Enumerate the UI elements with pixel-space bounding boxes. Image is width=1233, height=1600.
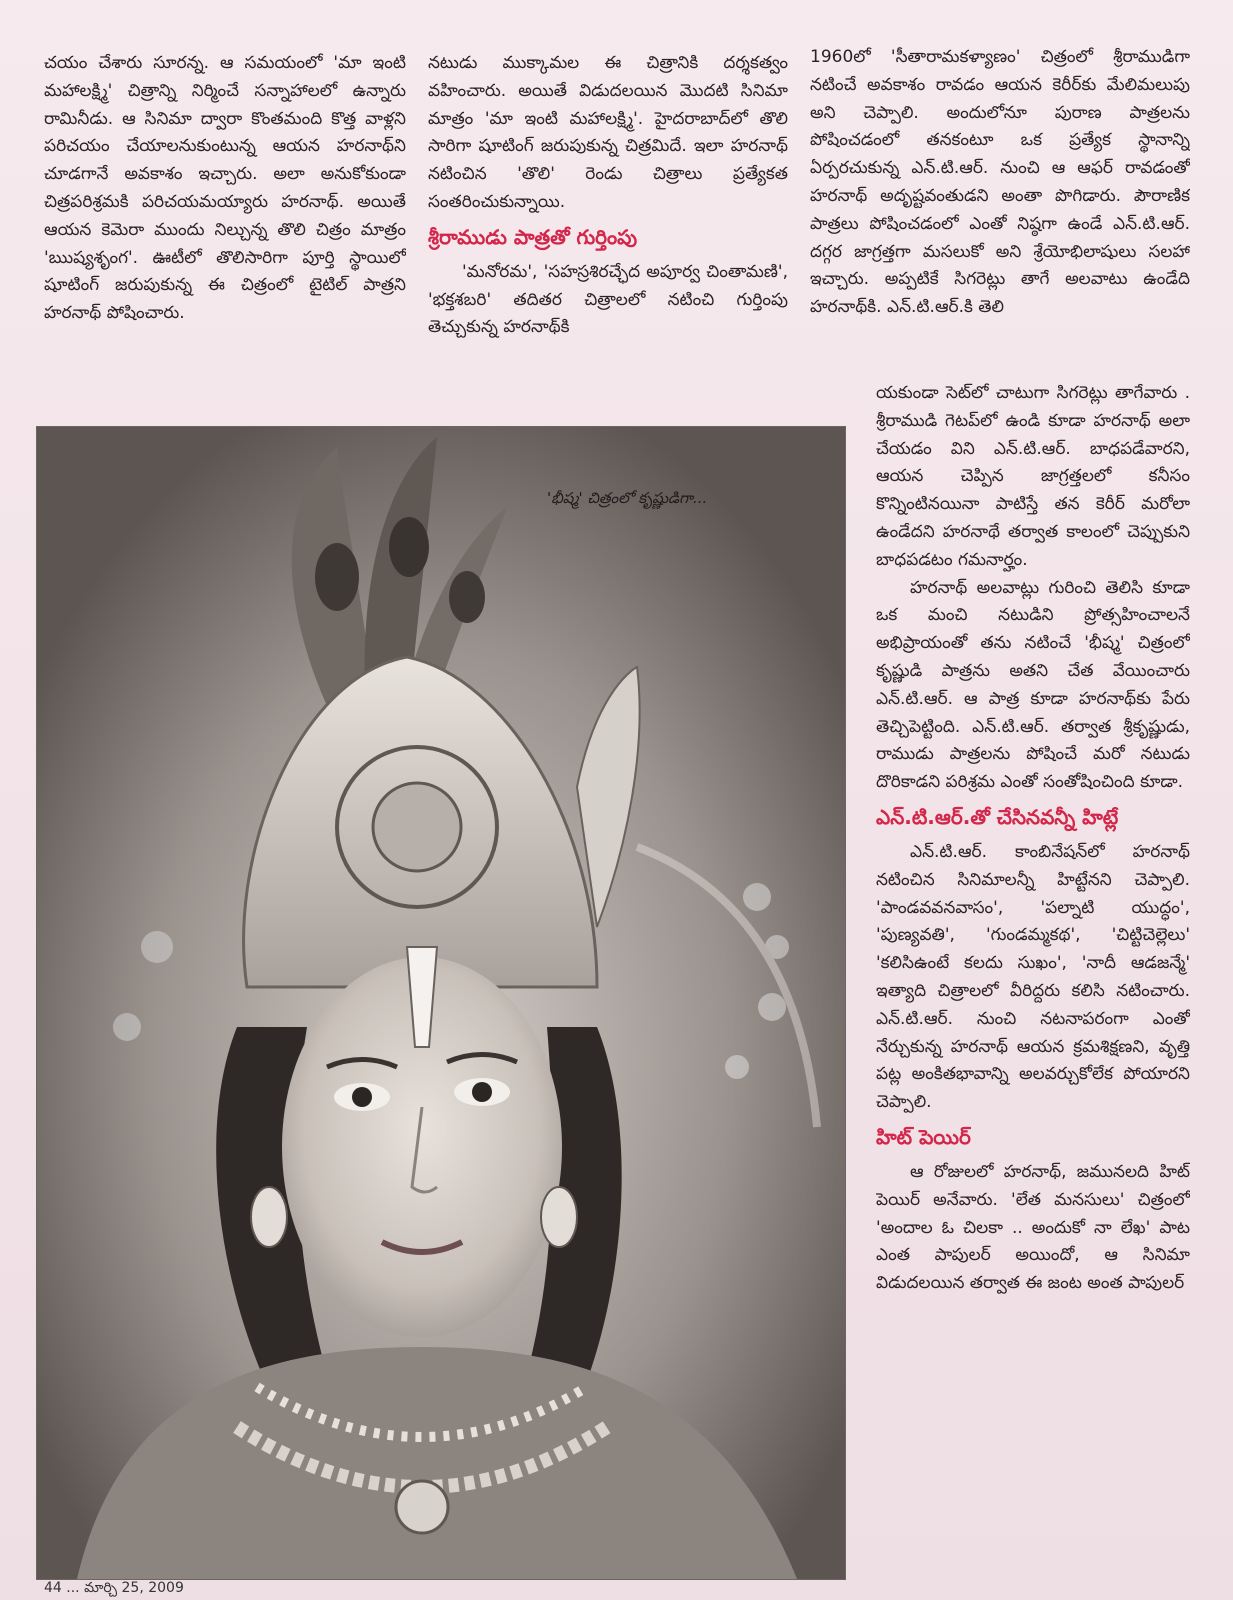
section-heading: హిట్ పెయిర్ [876, 1124, 971, 1149]
article-paragraph: నటుడు ముక్కామల ఈ చిత్రానికి దర్శకత్వం వహించారు. అయితే విడుదలయిన మొదటి సినిమా మాత్రం 'మా ఇంటి మహాలక్ష్మి'. హైదరాబాద్‌లో తొలి సారిగా షూటింగ్ జరుపుకున్న చిత్రమిదే. ఇలా హరనాథ్ నటించిన 'తొలి' రెండు చిత్రాలు ప్రత్యేకత సంతరించుకున్నాయి. [428, 53, 788, 212]
article-paragraph: ఎన్.టి.ఆర్. కాంబినేషన్‌లో హరనాథ్ నటించిన సినిమాలన్నీ హిట్టేనని చెప్పాలి. 'పాండవవనవాసం', 'పల్నాటి యుద్ధం', 'పుణ్యవతి', 'గుండమ్మకథ', 'చిట్టిచెల్లెలు' 'కలిసిఉంటే కలదు సుఖం', 'నాదీ ఆడజన్మే' ఇత్యాది చిత్రాలలో వీరిద్దరు కలిసి నటించారు. ఎన్.టి.ఆర్. నుంచి నటనాపరంగా ఎంతో నేర్చుకున్న హరనాథ్ ఆయన క్రమశిక్షణని, వృత్తి పట్ల అంకితభావాన్ని అలవర్చుకోలేక పోయారని చెప్పాలి. [876, 841, 1190, 1113]
krishna-portrait-photo [36, 426, 846, 1580]
section-heading: శ్రీరాముడు పాత్రతో గుర్తింపు [428, 224, 638, 249]
article-column-3-lower [876, 380, 1190, 1298]
article-paragraph: ఆ రోజులలో హరనాథ్, జమునలది హిట్ పెయిర్ అనేవారు. 'లేత మనసులు' చిత్రంలో 'అందాల ఓ చిలకా .. అందుకో నా లేఖ' పాట ఎంత పాపులర్ అయిందో, ఆ సినిమా విడుదలయిన తర్వాత ఈ జంట అంత పాపులర్ [876, 1161, 1190, 1294]
photo-caption: 'భీష్మ' చిత్రంలో కృష్ణుడిగా... [547, 489, 708, 507]
article-column-1 [44, 50, 406, 328]
article-paragraph: 1960లో 'సీతారామకళ్యాణం' చిత్రంలో శ్రీరాముడిగా నటించే అవకాశం రావడం ఆయన కెరీర్‌కు మేలిమలుపు అని చెప్పాలి. అందులోనూ పురాణ పాత్రలను పోషించడంలో తనకంటూ ఒక ప్రత్యేక స్థానాన్ని ఏర్పరచుకున్న ఎన్.టి.ఆర్. నుంచి ఆ ఆఫర్ రావడంతో హరనాథ్ అదృష్టవంతుడని అంతా పొగిడారు. పౌరాణిక పాత్రలు పోషించడంలో ఎంతో నిష్ఠగా ఉండే ఎన్.టి.ఆర్. దగ్గర జాగ్రత్తగా మసలుకో అని శ్రేయోభిలాషులు సలహా ఇచ్చారు. అప్పటికే సిగరెట్లు తాగే అలవాటు ఉండేది హరనాథ్‌కి. ఎన్.టి.ఆర్.కి తెలి [810, 47, 1190, 318]
article-paragraph: 'మనోరమ', 'సహస్రశిరచ్ఛేద అపూర్వ చింతామణి', 'భక్తశబరి' తదితర చిత్రాలలో నటించి గుర్తింపు తెచ్చుకున్న హరనాథ్‌కి [428, 261, 788, 338]
article-paragraph: యకుండా సెట్‌లో చాటుగా సిగరెట్లు తాగేవారు . శ్రీరాముడి గెటప్‌లో ఉండి కూడా హరనాథ్ అలా చేయడం విని ఎన్.టి.ఆర్. బాధపడేవారని, ఆయన చెప్పిన జాగ్రత్తలలో కనీసం కొన్నింటినయినా పాటిస్తే తన కెరీర్ మరోలా ఉండేదని హరనాథే తర్వాత కాలంలో చెప్పుకుని బాధపడటం గమనార్హం. [876, 383, 1190, 570]
section-heading: ఎన్.టి.ఆర్.తో చేసినవన్నీ హిట్లే [876, 804, 1119, 829]
article-paragraph: హరనాథ్ అలవాట్లు గురించి తెలిసి కూడా ఒక మంచి నటుడిని ప్రోత్సహించాలనే అభిప్రాయంతో తను నటించే 'భీష్మ' చిత్రంలో కృష్ణుడి పాత్రను అతని చేత వేయించారు ఎన్.టి.ఆర్. ఆ పాత్ర కూడా హరనాథ్‌కు పేరు తెచ్చిపెట్టింది. ఎన్.టి.ఆర్. తర్వాత శ్రీకృష్ణుడు, రాముడు పాత్రలను పోషించే మరో నటుడు దొరికాడని పరిశ్రమ ఎంతో సంతోషించింది కూడా. [876, 577, 1190, 793]
page-footer: 44 ... మార్చి 25, 2009 [44, 1580, 184, 1596]
article-paragraph: చయం చేశారు సూరన్న. ఆ సమయంలో 'మా ఇంటి మహాలక్ష్మి' చిత్రాన్ని నిర్మించే సన్నాహాలలో ఉన్నారు రామినీడు. ఆ సినిమా ద్వారా కొంతమంది కొత్త వాళ్లని పరిచయం చేయాలనుకుంటున్న ఆయన హరనాథ్‌ని చూడగానే అవకాశం ఇచ్చారు. అలా అనుకోకుండా చిత్రపరిశ్రమకి పరిచయమయ్యారు హరనాథ్. అయితే ఆయన కెమెరా ముందు నిల్చున్న తొలి చిత్రం మాత్రం 'ఋష్యశృంగ'. ఊటీలో తొలిసారిగా పూర్తి స్థాయిలో షూటింగ్ జరుపుకున్న ఈ చిత్రంలో టైటిల్ పాత్రని హరనాథ్ పోషించారు. [44, 53, 406, 324]
portrait-illustration [37, 427, 845, 1579]
article-column-3-top [810, 44, 1190, 322]
article-column-2 [428, 50, 788, 342]
